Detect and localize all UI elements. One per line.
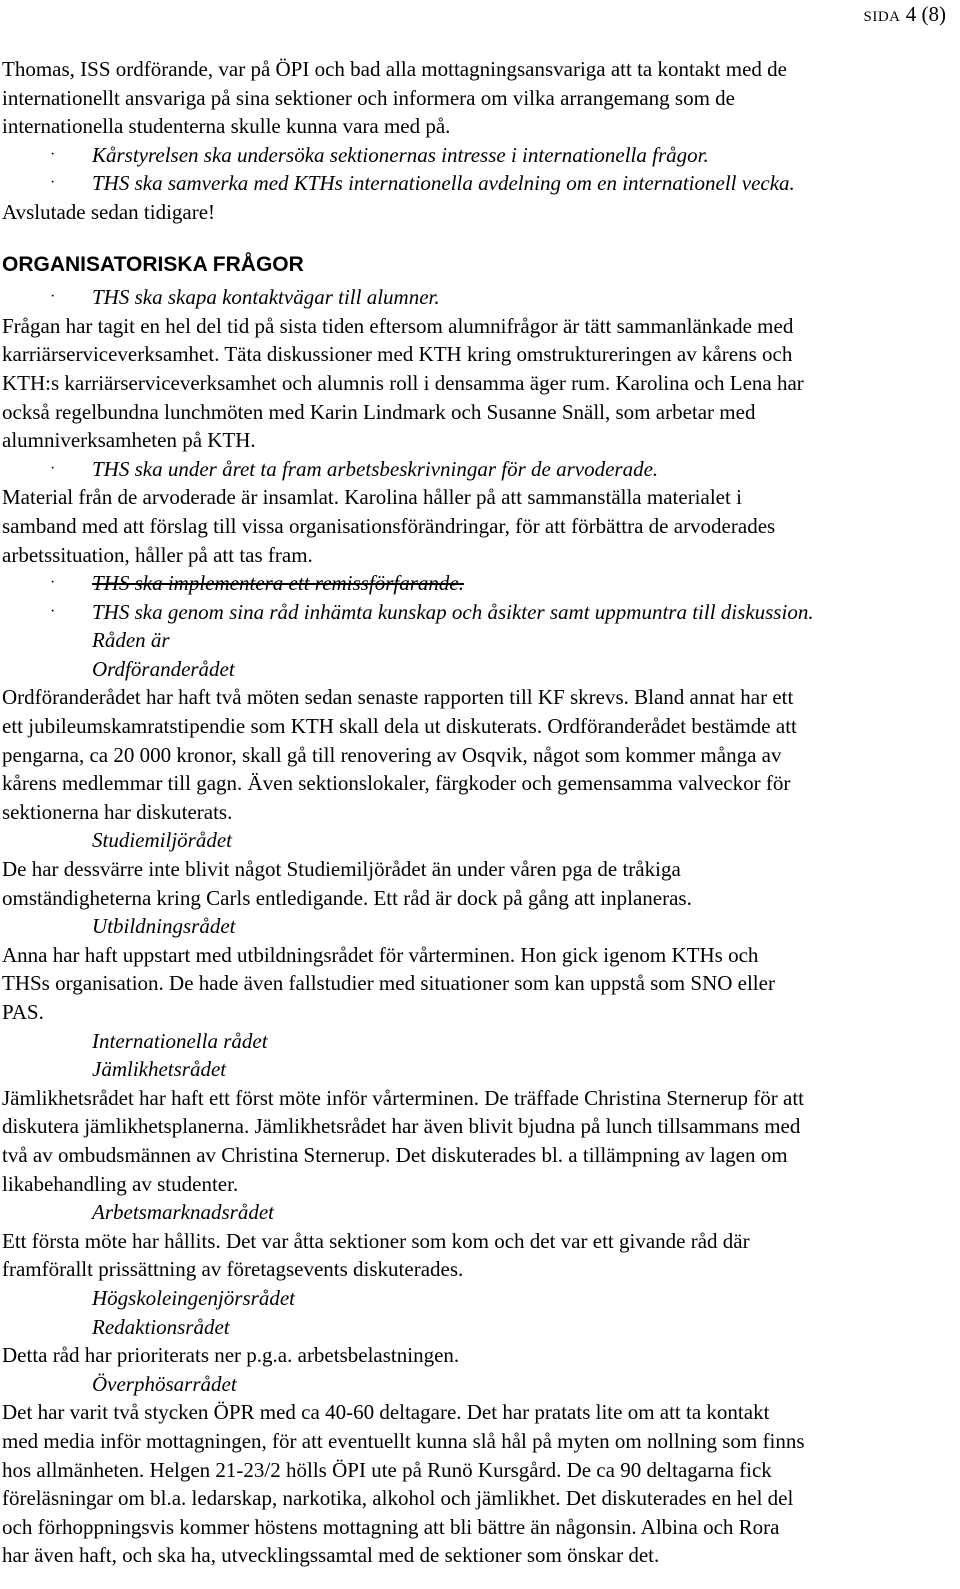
text-line: framförallt prissättning av företagsevents diskuterades. [2, 1257, 464, 1282]
text-line: pengarna, ca 20 000 kronor, skall gå till renovering av Osqvik, något som kommer många av [2, 742, 782, 767]
bullet-text: THS ska samverka med KTHs internationella avdelning om en internationell vecka. [92, 171, 795, 196]
text-line: likabehandling av studenter. [2, 1171, 239, 1196]
bullet-item [2, 283, 952, 312]
bullet-item [2, 455, 952, 484]
council-title: Redaktionsrådet [92, 1314, 230, 1339]
text-line: Material från de arvoderade är insamlat. Karolina håller på att sammanställa materialet i [2, 485, 742, 510]
council-title: Studiemiljörådet [92, 828, 232, 853]
text-line: Avslutade sedan tidigare! [2, 199, 216, 224]
bullet-text: Kårstyrelsen ska undersöka sektionernas intresse i internationella frågor. [92, 142, 709, 167]
text-line: två av ombudsmännen av Christina Sternerup. Det diskuterades bl. a tillämpning av lagen om [2, 1142, 788, 1167]
bullet-item [2, 169, 952, 198]
text-line: Anna har haft uppstart med utbildningsrådet för vårterminen. Hon gick igenom KTHs och [2, 942, 759, 967]
text-line: alumniverksamheten på KTH. [2, 428, 256, 453]
text-line: PAS. [2, 1000, 44, 1024]
text-line: arbetssituation, håller på att tas fram. [2, 542, 313, 567]
bullet-text: THS ska skapa kontaktvägar till alumner. [92, 285, 440, 310]
bullet-dot-icon: · [50, 459, 56, 477]
page-label: SIDA [863, 9, 901, 25]
bullet-item [2, 141, 952, 170]
section-heading: ORGANISATORISKA FRÅGOR [2, 252, 304, 276]
council-title: Jämlikhetsrådet [92, 1057, 227, 1082]
council-title: Internationella rådet [92, 1028, 268, 1053]
text-line: föreläsningar om bl.a. ledarskap, narkotika, alkohol och jämlikhet. Det diskuterades en hel del [2, 1486, 794, 1511]
text-line: och förhoppningsvis kommer höstens mottagning att bli bättre än någonsin. Albina och Rora [2, 1514, 780, 1539]
text-line: Detta råd har prioriterats ner p.g.a. arbetsbelastningen. [2, 1343, 460, 1368]
text-line: kårens medlemmar till gagn. Även sektionslokaler, färgkoder och gemensamma valveckor för [2, 771, 791, 796]
text-line: Det har varit två stycken ÖPR med ca 40-60 deltagare. Det har pratats lite om att ta kontakt [2, 1400, 770, 1425]
council-title: Högskoleingenjörsrådet [92, 1285, 295, 1310]
bullet-text: THS ska genom sina råd inhämta kunskap och åsikter samt uppmuntra till diskussion. [92, 599, 814, 624]
text-line: Ordföranderådet har haft två möten sedan senaste rapporten till KF skrevs. Bland annat har ett [2, 685, 794, 710]
document-body [2, 55, 952, 1570]
page-header [863, 2, 946, 29]
council-title: Utbildningsrådet [92, 914, 236, 939]
text-line: internationella studenterna skulle kunna vara med på. [2, 114, 451, 139]
page-number: 4 (8) [905, 2, 946, 26]
council-title: Ordföranderådet [92, 656, 235, 681]
bullet-item-struck [2, 569, 952, 598]
text-line: diskutera jämlikhetsplanerna. Jämlikhetsrådet har även blivit bjudna på lunch tillsammans med [2, 1114, 801, 1139]
bullet-text: THS ska implementera ett remissförfarande. [92, 571, 464, 596]
text-line: karriärserviceverksamhet. Täta diskussioner med KTH kring omstruktureringen av kårens och [2, 342, 793, 367]
text-line: ett jubileumskamratstipendie som KTH skall dela ut diskuterats. Ordföranderådet bestämde att [2, 714, 797, 739]
text-line: THSs organisation. De hade även fallstudier med situationer som kan uppstå som SNO eller [2, 971, 775, 996]
bullet-text: THS ska under året ta fram arbetsbeskrivningar för de arvoderade. [92, 456, 659, 481]
text-line: omständigheterna kring Carls entledigande. Ett råd är dock på gång att inplaneras. [2, 885, 692, 910]
bullet-dot-icon: · [50, 288, 56, 306]
bullet-dot-icon: · [50, 145, 56, 163]
text-line: med media inför mottagningen, för att eventuellt kunna slå hål på myten om nollning som finns [2, 1428, 805, 1453]
council-title: Överphösarrådet [92, 1371, 237, 1396]
text-line: De har dessvärre inte blivit något Studiemiljörådet än under våren pga de tråkiga [2, 857, 681, 882]
text-line: hos allmänheten. Helgen 21-23/2 hölls ÖPI ute på Runö Kursgård. De ca 90 deltagarna fick [2, 1457, 772, 1482]
text-line: Jämlikhetsrådet har haft ett först möte inför vårterminen. De träffade Christina Sternerup för att [2, 1085, 804, 1110]
text-line: Frågan har tagit en hel del tid på sista tiden eftersom alumnifrågor är tätt sammanlänkade med [2, 313, 794, 338]
bullet-item [2, 598, 952, 627]
bullet-dot-icon: · [50, 574, 56, 592]
bullet-dot-icon: · [50, 174, 56, 192]
text-line: internationellt ansvariga på sina sektioner och informera om vilka arrangemang som de [2, 85, 736, 110]
text-line: Ett första möte har hållits. Det var åtta sektioner som kom och det var ett givande råd där [2, 1228, 750, 1253]
subheading: Råden är [92, 628, 170, 653]
council-title: Arbetsmarknadsrådet [92, 1200, 274, 1225]
text-line: sektionerna har diskuterats. [2, 799, 233, 824]
bullet-dot-icon: · [50, 602, 56, 620]
text-line: samband med att förslag till vissa organisationsförändringar, för att förbättra de arvoderades [2, 513, 776, 538]
text-line: KTH:s karriärserviceverksamhet och alumnis roll i densamma äger rum. Karolina och Lena har [2, 370, 804, 395]
text-line: har även haft, och ska ha, utvecklingssamtal med de sektioner som önskar det. [2, 1543, 660, 1568]
text-line: också regelbundna lunchmöten med Karin Lindmark och Susanne Snäll, som arbetar med [2, 399, 756, 424]
text-line: Thomas, ISS ordförande, var på ÖPI och bad alla mottagningsansvariga att ta kontakt med de [2, 57, 787, 81]
